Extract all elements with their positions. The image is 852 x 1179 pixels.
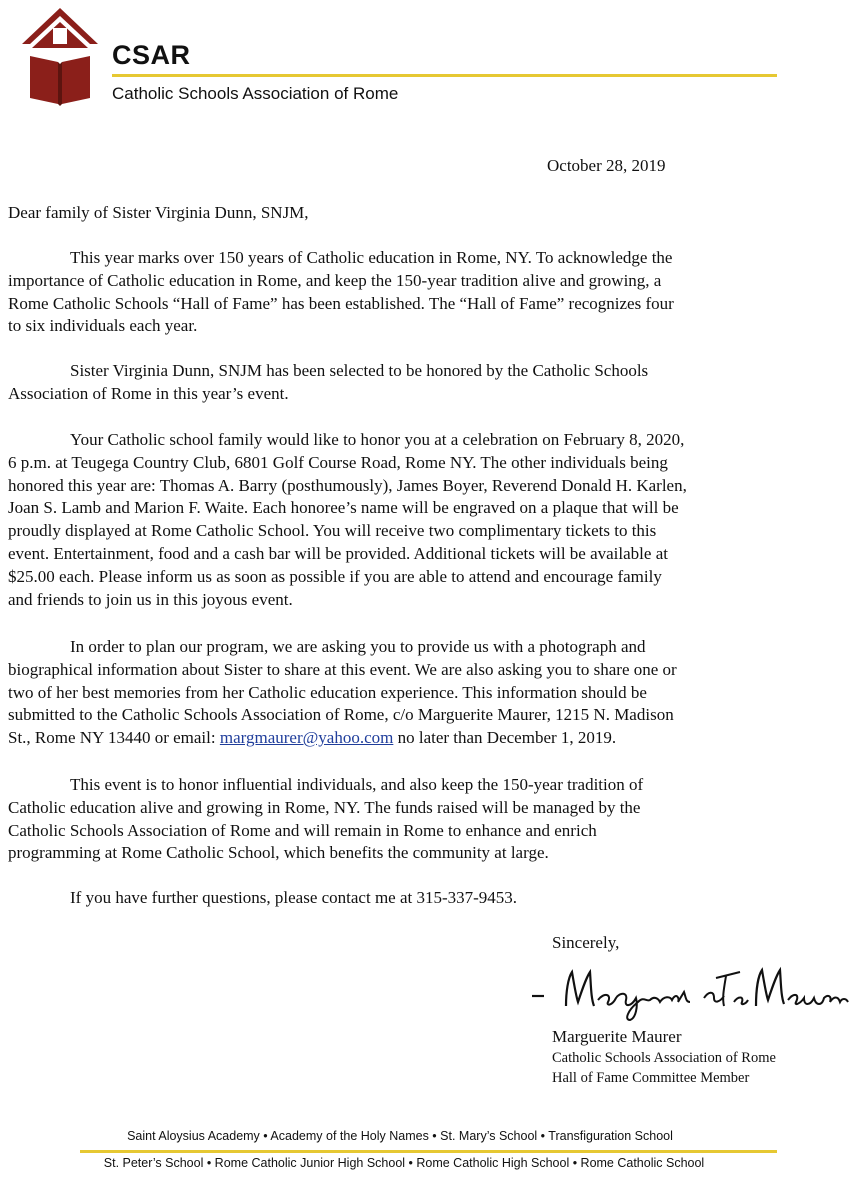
text-line: Your Catholic school family would like to honor you at a celebration on February 8, 2020, [70,430,685,449]
text-line: Catholic education alive and growing in Rome, NY. The funds raised will be managed by the [8,797,641,817]
text-line: honored this year are: Thomas A. Barry (posthumously), James Boyer, Reverend Donald H. Karlen, [8,475,687,495]
signer-name: Marguerite Maurer [552,1027,682,1046]
text-line: This event is to honor influential individuals, and also keep the 150-year tradition of [70,775,644,794]
footer-divider [80,1150,777,1153]
text-line: This year marks over 150 years of Catholic education in Rome, NY. To acknowledge the [70,248,673,267]
text-line: $25.00 each. Please inform us as soon as possible if you are able to attend and encourage family [8,566,662,586]
signer-role: Hall of Fame Committee Member [552,1070,750,1086]
salutation: Dear family of Sister Virginia Dunn, SNJM, [8,203,309,222]
text-line: 6 p.m. at Teugega Country Club, 6801 Golf Course Road, Rome NY. The other individuals being [8,452,668,472]
contact-line [8,727,848,750]
org-name: Catholic Schools Association of Rome [112,84,399,103]
text-line: Association of Rome in this year’s event. [8,383,289,403]
text-line: Joan S. Lamb and Marion F. Waite. Each honoree’s name will be engraved on a plaque that will be [8,498,679,518]
text-line: programming at Rome Catholic School, which benefits the community at large. [8,843,549,863]
paragraph [8,247,848,338]
text-line: proudly displayed at Rome Catholic School. You will receive two complimentary tickets to this [8,521,657,541]
letter-date: October 28, 2019 [547,156,666,175]
header-divider [112,74,777,77]
footer-schools-line-2: St. Peter’s School • Rome Catholic Junior High School • Rome Catholic High School • Rome Catholic School [103,1156,705,1170]
closing: Sincerely, [552,933,620,952]
text-line: Rome Catholic Schools “Hall of Fame” has been established. The “Hall of Fame” recognizes four [8,293,674,313]
contact-text-before: St., Rome NY 13440 or email: [8,728,220,748]
text-line: importance of Catholic education in Rome, and keep the 150-year tradition alive and growing, a [8,270,662,290]
text-line: two of her best memories from her Catholic education experience. This information should be [8,682,647,702]
schoolhouse-book-icon [20,6,100,106]
text-line: If you have further questions, please contact me at 315-337-9453. [70,888,518,907]
paragraph [8,360,848,406]
paragraph [8,774,848,865]
email-link[interactable]: margmaurer@yahoo.com [219,728,394,748]
text-line: to six individuals each year. [8,316,198,336]
footer-schools-line-1: Saint Aloysius Academy • Academy of the Holy Names • St. Mary’s School • Transfiguration School [127,1129,673,1143]
text-line: submitted to the Catholic Schools Association of Rome, c/o Marguerite Maurer, 1215 N. Madison [8,705,674,725]
paragraph [8,636,848,750]
paragraph [8,887,848,910]
contact-text-after: no later than December 1, 2019. [393,728,617,748]
text-line: In order to plan our program, we are asking you to provide us with a photograph and [70,637,646,656]
paragraph [8,429,848,611]
text-line: biographical information about Sister to share at this event. We are also asking you to share one or [8,659,677,679]
text-line: event. Entertainment, food and a cash bar will be provided. Additional tickets will be available at [8,543,668,563]
text-line: and friends to join us in this joyous event. [8,589,293,609]
org-abbreviation: CSAR [112,40,191,70]
text-line: Catholic Schools Association of Rome and will remain in Rome to enhance and enrich [8,820,597,840]
signer-organization: Catholic Schools Association of Rome [552,1050,776,1066]
handwritten-signature [528,962,850,1022]
text-line: Sister Virginia Dunn, SNJM has been selected to be honored by the Catholic Schools [70,361,649,380]
